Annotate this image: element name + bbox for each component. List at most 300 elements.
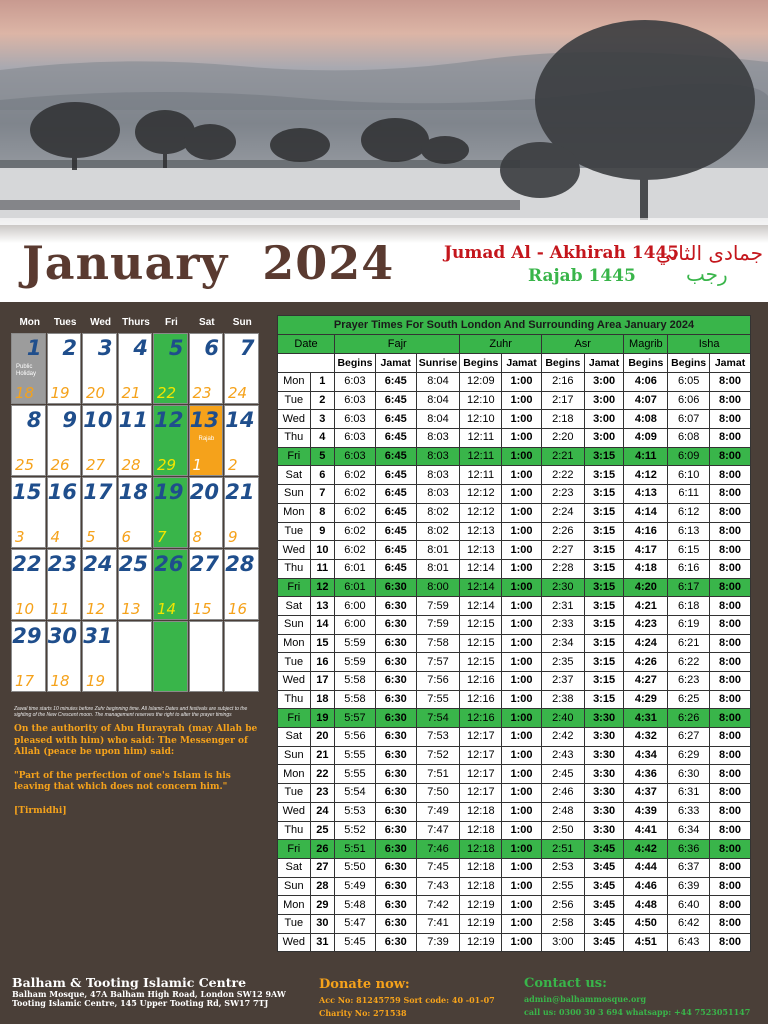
table-cell: Mon — [278, 373, 311, 392]
table-cell: 8:00 — [710, 914, 751, 933]
table-cell: 7:49 — [416, 802, 460, 821]
table-cell: 5:59 — [335, 634, 376, 653]
table-cell: 12:11 — [460, 429, 502, 448]
table-cell: 23 — [310, 784, 334, 803]
table-cell: 8:00 — [710, 896, 751, 915]
table-cell: 6:00 — [335, 615, 376, 634]
table-cell: 5:52 — [335, 821, 376, 840]
table-cell: 2:27 — [541, 541, 584, 560]
month-title: January 2024 — [22, 236, 395, 290]
table-cell: 6:45 — [375, 485, 416, 504]
table-cell: 4:50 — [624, 914, 668, 933]
table-cell: 18 — [310, 690, 334, 709]
calendar-day-13 — [189, 405, 224, 476]
table-cell: 3:30 — [584, 802, 624, 821]
table-cell: 8:04 — [416, 410, 460, 429]
table-cell: 2:18 — [541, 410, 584, 429]
gregorian-date: 5 — [168, 336, 184, 360]
table-cell: 2:35 — [541, 653, 584, 672]
table-cell: 6:45 — [375, 522, 416, 541]
table-cell: Wed — [278, 541, 311, 560]
table-cell: 6:21 — [668, 634, 710, 653]
table-cell: 3:30 — [584, 746, 624, 765]
table-cell: 30 — [310, 914, 334, 933]
address-tooting: Tooting Islamic Centre, 145 Upper Tooting Rd, SW17 7TJ — [12, 998, 269, 1008]
hijri-month-current-arabic: جمادى الثاني — [656, 241, 763, 265]
hijri-date: 21 — [121, 384, 141, 402]
table-cell: 2:53 — [541, 858, 584, 877]
hijri-month-next-arabic: رجب — [686, 262, 728, 286]
hijri-date: 25 — [15, 456, 35, 474]
table-cell: Wed — [278, 933, 311, 952]
table-row — [278, 933, 751, 952]
hijri-date: 14 — [157, 600, 177, 618]
table-cell: 8:03 — [416, 429, 460, 448]
table-cell: 8:00 — [710, 373, 751, 392]
table-cell: 12:12 — [460, 485, 502, 504]
table-cell: 4:06 — [624, 373, 668, 392]
table-cell: 8:02 — [416, 503, 460, 522]
sub-header: Jamat — [584, 354, 624, 373]
gregorian-date: 19 — [154, 480, 184, 504]
table-cell: 6:03 — [335, 373, 376, 392]
table-cell: Fri — [278, 840, 311, 859]
table-cell: 5 — [310, 447, 334, 466]
table-cell: 11 — [310, 559, 334, 578]
table-cell: 8:00 — [710, 447, 751, 466]
table-cell: 2:40 — [541, 709, 584, 728]
table-cell: Fri — [278, 578, 311, 597]
hijri-date: 8 — [192, 528, 203, 546]
table-cell: 16 — [310, 653, 334, 672]
hijri-date: 5 — [86, 528, 96, 546]
table-row — [278, 485, 751, 504]
table-cell: 8 — [310, 503, 334, 522]
gregorian-date: 20 — [189, 480, 219, 504]
table-cell: 4:17 — [624, 541, 668, 560]
table-row — [278, 466, 751, 485]
table-row — [278, 503, 751, 522]
table-cell: 3:30 — [584, 821, 624, 840]
table-cell: 6:30 — [375, 653, 416, 672]
table-cell: 12:17 — [460, 784, 502, 803]
day-note: Public Holiday — [16, 364, 37, 377]
table-cell: 6:39 — [668, 877, 710, 896]
table-cell: Wed — [278, 410, 311, 429]
table-cell: 7:53 — [416, 728, 460, 747]
table-cell: 6:03 — [335, 391, 376, 410]
table-cell: 2:34 — [541, 634, 584, 653]
table-cell: 1:00 — [502, 447, 542, 466]
table-cell: 8:01 — [416, 559, 460, 578]
table-cell: 8:03 — [416, 466, 460, 485]
table-cell: 1:00 — [502, 858, 542, 877]
table-cell: 12:17 — [460, 728, 502, 747]
contact-details — [524, 993, 764, 1019]
table-row — [278, 746, 751, 765]
table-cell: 4:14 — [624, 503, 668, 522]
table-cell: 6:30 — [668, 765, 710, 784]
gregorian-date: 22 — [12, 552, 42, 576]
table-cell: 12 — [310, 578, 334, 597]
table-cell: 12:19 — [460, 896, 502, 915]
table-cell: 5:49 — [335, 877, 376, 896]
landscape-illustration — [0, 0, 768, 225]
table-cell: 3:15 — [584, 597, 624, 616]
table-cell: 6:30 — [375, 933, 416, 952]
hadith-block — [14, 724, 264, 829]
table-cell: 6:45 — [375, 447, 416, 466]
table-cell: 5:55 — [335, 765, 376, 784]
gregorian-date: 23 — [47, 552, 77, 576]
col-group-fajr: Fajr — [335, 335, 460, 354]
table-cell: Tue — [278, 784, 311, 803]
table-cell: 4:21 — [624, 597, 668, 616]
table-cell: 12:18 — [460, 858, 502, 877]
calendar-day-16 — [47, 477, 82, 548]
calendar-day-22 — [11, 549, 46, 620]
sub-header: Jamat — [375, 354, 416, 373]
table-cell: 6:30 — [375, 877, 416, 896]
organisation-name: Balham & Tooting Islamic Centre — [12, 975, 247, 990]
table-cell: 5:55 — [335, 746, 376, 765]
calendar-day-31 — [82, 621, 117, 692]
table-cell: 6:30 — [375, 840, 416, 859]
table-cell: 3 — [310, 410, 334, 429]
table-cell: 6:45 — [375, 410, 416, 429]
table-cell: 2:22 — [541, 466, 584, 485]
table-cell: 6:16 — [668, 559, 710, 578]
calendar-day-19 — [153, 477, 188, 548]
table-cell: 3:15 — [584, 447, 624, 466]
table-cell: 6:37 — [668, 858, 710, 877]
table-row — [278, 728, 751, 747]
table-cell: 6:30 — [375, 746, 416, 765]
table-cell: 6:26 — [668, 709, 710, 728]
table-cell: 5:47 — [335, 914, 376, 933]
gregorian-date: 24 — [83, 552, 113, 576]
table-cell: 7:57 — [416, 653, 460, 672]
table-cell: 3:30 — [584, 765, 624, 784]
table-row — [278, 522, 751, 541]
table-cell: 3:45 — [584, 914, 624, 933]
table-cell: 6:05 — [668, 373, 710, 392]
table-cell: 2:58 — [541, 914, 584, 933]
gregorian-date: 10 — [83, 408, 113, 432]
table-cell: Wed — [278, 672, 311, 691]
table-cell: Fri — [278, 447, 311, 466]
table-row — [278, 597, 751, 616]
table-cell: 12:17 — [460, 765, 502, 784]
table-row — [278, 765, 751, 784]
hijri-date: 3 — [15, 528, 25, 546]
table-cell: 5:58 — [335, 690, 376, 709]
table-cell: 3:45 — [584, 877, 624, 896]
table-cell: 6:43 — [668, 933, 710, 952]
table-cell: 6:30 — [375, 597, 416, 616]
table-cell: 12:19 — [460, 914, 502, 933]
table-cell: 6:29 — [668, 746, 710, 765]
calendar-day-empty — [224, 621, 259, 692]
table-cell: 26 — [310, 840, 334, 859]
sub-header: Jamat — [710, 354, 751, 373]
gregorian-date: 27 — [189, 552, 219, 576]
table-cell: 7:50 — [416, 784, 460, 803]
table-cell: 3:00 — [541, 933, 584, 952]
table-cell: 4:39 — [624, 802, 668, 821]
calendar-day-10 — [82, 405, 117, 476]
table-cell: 4:37 — [624, 784, 668, 803]
table-cell: 8:00 — [710, 672, 751, 691]
hijri-date: 28 — [121, 456, 141, 474]
calendar-day-30 — [47, 621, 82, 692]
table-cell: 2:23 — [541, 485, 584, 504]
table-cell: 7:59 — [416, 597, 460, 616]
table-cell: 8:00 — [710, 690, 751, 709]
calendar-day-15 — [11, 477, 46, 548]
table-cell: 8:00 — [710, 802, 751, 821]
table-cell: 6:22 — [668, 653, 710, 672]
table-cell: 6:30 — [375, 672, 416, 691]
table-cell: 20 — [310, 728, 334, 747]
table-cell: Sat — [278, 728, 311, 747]
day-note: Rajab — [198, 436, 215, 442]
table-cell: 6:30 — [375, 858, 416, 877]
table-cell: 1:00 — [502, 896, 542, 915]
table-cell: 1:00 — [502, 429, 542, 448]
table-cell: Sat — [278, 858, 311, 877]
gregorian-date: 1 — [26, 336, 42, 360]
table-row — [278, 858, 751, 877]
calendar-day-23 — [47, 549, 82, 620]
calendar-day-14 — [224, 405, 259, 476]
hijri-date: 22 — [157, 384, 177, 402]
hijri-date: 10 — [15, 600, 35, 618]
table-cell: 1:00 — [502, 821, 542, 840]
weekday-label: Thurs — [122, 317, 150, 328]
hadith-quote: "Part of the perfection of one's Islam is his leaving that which does not concern him." — [14, 770, 231, 792]
gregorian-date: 3 — [97, 336, 113, 360]
table-cell: 3:30 — [584, 784, 624, 803]
table-cell: 6:03 — [335, 447, 376, 466]
col-group-isha: Isha — [668, 335, 751, 354]
table-cell: 6:42 — [668, 914, 710, 933]
hadith-source: [Tirmidhi] — [14, 805, 67, 816]
table-cell: 12:17 — [460, 746, 502, 765]
table-cell: 8:00 — [710, 391, 751, 410]
table-row — [278, 672, 751, 691]
table-cell: 2:38 — [541, 690, 584, 709]
table-cell: 8:02 — [416, 522, 460, 541]
hijri-date: 18 — [50, 672, 70, 690]
table-cell: 1:00 — [502, 784, 542, 803]
contact-email[interactable]: admin@balhammosque.org — [524, 994, 647, 1004]
table-cell: 4:51 — [624, 933, 668, 952]
table-cell: Sun — [278, 615, 311, 634]
calendar-day-2 — [47, 333, 82, 404]
table-cell: 12:13 — [460, 522, 502, 541]
table-cell: 2:17 — [541, 391, 584, 410]
table-cell: 1:00 — [502, 709, 542, 728]
table-cell: 3:15 — [584, 578, 624, 597]
table-cell: 8:03 — [416, 447, 460, 466]
calendar-day-8 — [11, 405, 46, 476]
table-cell: 12:11 — [460, 466, 502, 485]
table-cell: 6:17 — [668, 578, 710, 597]
table-cell: 13 — [310, 597, 334, 616]
hijri-date: 23 — [192, 384, 212, 402]
table-cell: 2:55 — [541, 877, 584, 896]
sub-header: Sunrise — [416, 354, 460, 373]
table-cell: 8:00 — [710, 615, 751, 634]
table-cell: 2:21 — [541, 447, 584, 466]
table-cell: 6:18 — [668, 597, 710, 616]
table-cell: 3:00 — [584, 391, 624, 410]
table-cell: 3:15 — [584, 466, 624, 485]
hijri-date: 18 — [15, 384, 35, 402]
table-cell: 2:33 — [541, 615, 584, 634]
table-cell: 1:00 — [502, 690, 542, 709]
table-cell: 6:30 — [375, 821, 416, 840]
table-cell: 4:12 — [624, 466, 668, 485]
hijri-date: 12 — [86, 600, 106, 618]
sub-header: Begins — [335, 354, 376, 373]
hijri-date: 4 — [50, 528, 61, 546]
table-cell: 12:15 — [460, 634, 502, 653]
table-row — [278, 821, 751, 840]
sub-header: Jamat — [502, 354, 542, 373]
table-cell: 4:20 — [624, 578, 668, 597]
table-cell: 6:12 — [668, 503, 710, 522]
table-row — [278, 840, 751, 859]
table-cell: 7:42 — [416, 896, 460, 915]
table-cell: 2:20 — [541, 429, 584, 448]
table-cell: 5:53 — [335, 802, 376, 821]
table-cell: 8:00 — [710, 821, 751, 840]
table-cell: 7:43 — [416, 877, 460, 896]
table-cell: 12:15 — [460, 653, 502, 672]
table-cell: Sun — [278, 877, 311, 896]
table-cell: 8:00 — [710, 597, 751, 616]
table-cell: 6:45 — [375, 466, 416, 485]
organisation-addresses — [12, 990, 312, 1008]
hijri-date: 6 — [121, 528, 132, 546]
table-cell: 19 — [310, 709, 334, 728]
table-cell: 3:15 — [584, 559, 624, 578]
table-cell: 4:18 — [624, 559, 668, 578]
table-row — [278, 914, 751, 933]
hijri-date: 7 — [157, 528, 167, 546]
table-cell: Sun — [278, 746, 311, 765]
table-cell: 6:30 — [375, 914, 416, 933]
table-cell: 1:00 — [502, 914, 542, 933]
table-cell: 1:00 — [502, 653, 542, 672]
table-cell: 12:15 — [460, 615, 502, 634]
table-cell: 8:00 — [416, 578, 460, 597]
timing-disclaimer: Zawal time starts 10 minutes before Zuhr beginning time. All Islamic Dates and festivals are subject to the sighting of the New Crescent moon. The management reserves the right to alter the prayer timings — [14, 706, 248, 718]
table-cell: 27 — [310, 858, 334, 877]
table-row — [278, 410, 751, 429]
table-cell: 1:00 — [502, 578, 542, 597]
gregorian-date: 14 — [225, 408, 255, 432]
table-cell: Sat — [278, 597, 311, 616]
hijri-date: 15 — [192, 600, 212, 618]
contact-title: Contact us: — [524, 976, 607, 991]
gregorian-date: 9 — [62, 408, 77, 432]
table-cell: Tue — [278, 653, 311, 672]
hijri-date: 13 — [121, 600, 141, 618]
table-cell: 8:00 — [710, 877, 751, 896]
table-cell: 4:42 — [624, 840, 668, 859]
gregorian-date: 21 — [225, 480, 255, 504]
table-cell: 6:30 — [375, 896, 416, 915]
table-row — [278, 709, 751, 728]
calendar-weekday-header — [12, 317, 260, 328]
donate-title: Donate now: — [319, 977, 410, 992]
table-cell: Fri — [278, 709, 311, 728]
table-cell: 3:15 — [584, 485, 624, 504]
calendar-day-17 — [82, 477, 117, 548]
table-row — [278, 578, 751, 597]
table-cell: 6:02 — [335, 522, 376, 541]
table-cell: 8:00 — [710, 653, 751, 672]
table-row — [278, 615, 751, 634]
table-row — [278, 653, 751, 672]
weekday-label: Mon — [19, 317, 40, 328]
gregorian-date: 31 — [83, 624, 113, 648]
table-cell: 22 — [310, 765, 334, 784]
calendar-day-20 — [189, 477, 224, 548]
table-cell: 8:00 — [710, 522, 751, 541]
table-cell: 3:15 — [584, 503, 624, 522]
calendar-day-empty — [189, 621, 224, 692]
table-cell: 6:30 — [375, 578, 416, 597]
table-cell: 4:16 — [624, 522, 668, 541]
table-cell: 1:00 — [502, 485, 542, 504]
table-cell: 12:16 — [460, 690, 502, 709]
table-row — [278, 447, 751, 466]
table-cell: 6:02 — [335, 503, 376, 522]
table-cell: Thu — [278, 690, 311, 709]
hijri-date: 1 — [192, 456, 203, 474]
table-cell: 3:15 — [584, 541, 624, 560]
table-cell: 3:15 — [584, 690, 624, 709]
calendar-day-5 — [153, 333, 188, 404]
sub-header-blank — [278, 354, 335, 373]
table-cell: 6:30 — [375, 728, 416, 747]
hijri-date: 9 — [228, 528, 238, 546]
table-cell: 6:30 — [375, 634, 416, 653]
table-cell: Thu — [278, 821, 311, 840]
table-cell: 3:30 — [584, 728, 624, 747]
table-cell: 8:00 — [710, 840, 751, 859]
calendar-day-7 — [224, 333, 259, 404]
table-cell: 1:00 — [502, 522, 542, 541]
table-cell: 12:16 — [460, 672, 502, 691]
table-cell: 12:14 — [460, 578, 502, 597]
table-cell: 2:46 — [541, 784, 584, 803]
table-row — [278, 896, 751, 915]
table-cell: 5:45 — [335, 933, 376, 952]
calendar-day-9 — [47, 405, 82, 476]
table-cell: 4:27 — [624, 672, 668, 691]
table-cell: 2:42 — [541, 728, 584, 747]
table-cell: 6:02 — [335, 485, 376, 504]
hijri-date: 20 — [86, 384, 106, 402]
table-cell: Sat — [278, 466, 311, 485]
hijri-month-current: Jumad Al - Akhirah 1445 — [444, 243, 680, 263]
gregorian-date: 12 — [154, 408, 184, 432]
